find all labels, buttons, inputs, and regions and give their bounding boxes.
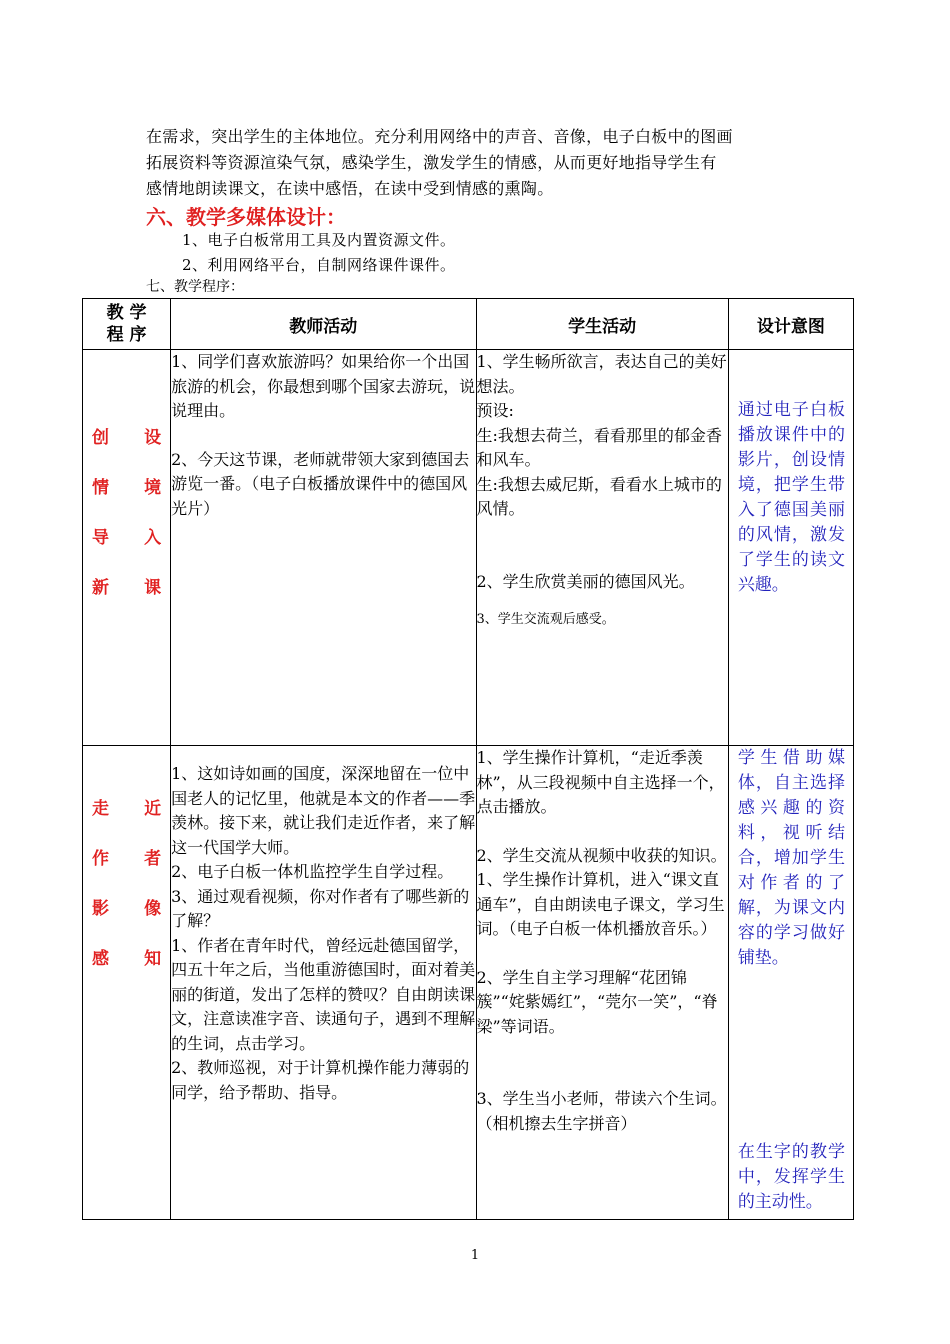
- multimedia-item: 2、利用网络平台，自制网络课件课件。: [182, 256, 456, 274]
- multimedia-list: [182, 228, 456, 278]
- intent-cell: [728, 350, 853, 746]
- student-paragraph: 2、学生自主学习理解“花团锦簇”“姹紫嫣红”，“莞尔一笑”，“脊梁”等词语。: [476, 967, 718, 1036]
- header-student: 学生活动: [476, 299, 728, 350]
- intent-cell: [728, 746, 853, 1220]
- table-header-row: [83, 299, 854, 350]
- stage-char: 知: [144, 948, 162, 969]
- stage-char: 感: [92, 948, 109, 969]
- student-paragraph: 1、学生畅所欲言，表达自己的美好想法。: [476, 352, 727, 396]
- header-teacher: 教师活动: [171, 299, 476, 350]
- header-stage-line2: 程 序: [106, 325, 147, 345]
- section6-heading: 六、教学多媒体设计：: [146, 205, 346, 229]
- intent-text: 通过电子白板播放课件中的影片，创设情境，把学生带入了德国美丽的风情，激发了学生的读文兴趣。: [737, 400, 845, 595]
- stage-char: 新: [92, 577, 109, 598]
- multimedia-item: 1、电子白板常用工具及内置资源文件。: [182, 231, 456, 249]
- teacher-paragraph: 3、通过观看视频，你对作者有了哪些新的了解？: [171, 886, 470, 930]
- teacher-activity-cell: [171, 746, 476, 1220]
- table-row: [83, 350, 854, 746]
- teacher-paragraph: 2、今天这节课，老师就带领大家到德国去游览一番。（电子白板播放课件中的德国风光片）: [171, 449, 470, 518]
- stage-char: 境: [144, 477, 162, 498]
- stage-char: 近: [144, 798, 162, 819]
- student-paragraph: 3、学生交流观后感受。: [476, 612, 615, 627]
- teacher-paragraph: 1、这如诗如画的国度，深深地留在一位中国老人的记忆里，他就是本文的作者——季羡林。接下来，就让我们走近作者，来了解这一代国学大师。: [171, 764, 476, 857]
- intro-line: 在需求，突出学生的主体地位。充分利用网络中的声音、音像，电子白板中的图画: [146, 127, 733, 146]
- stage-char: 导: [92, 527, 109, 548]
- table-row: [83, 746, 854, 1220]
- header-stage: [83, 299, 171, 350]
- stage-char: 影: [92, 898, 109, 919]
- intent-text: 学生借助媒体，自主选择感兴趣的资料，视听结合，增加学生对作者的了解，为课文内容的学习做好铺垫。: [737, 748, 845, 968]
- student-paragraph: 2、学生欣赏美丽的德国风光。: [476, 571, 695, 591]
- teacher-paragraph: 1、同学们喜欢旅游吗？如果给你一个出国旅游的机会，你最想到哪个国家去游玩，说说理由。: [171, 352, 476, 420]
- stage-char: 作: [92, 848, 109, 869]
- intent-text: 在生字的教学中，发挥学生的主动性。: [737, 1142, 845, 1212]
- stage-cell: [83, 746, 171, 1220]
- header-intent: 设计意图: [728, 299, 853, 350]
- stage-char: 者: [144, 848, 162, 869]
- stage-char: 设: [144, 427, 162, 448]
- student-paragraph: 预设:: [476, 401, 514, 420]
- teacher-paragraph: 2、电子白板一体机监控学生自学过程。: [171, 862, 454, 881]
- stage-char: 创: [92, 427, 109, 448]
- teacher-paragraph: 2、教师巡视，对于计算机操作能力薄弱的同学，给予帮助、指导。: [171, 1058, 470, 1102]
- header-stage-line1: 教 学: [106, 303, 147, 323]
- student-paragraph: 1、学生操作计算机，“走近季羡林”，从三段视频中自主选择一个，点击播放。: [476, 748, 725, 816]
- student-paragraph: 生:我想去荷兰，看看那里的郁金香和风车。: [476, 425, 722, 469]
- teaching-procedure-table: [82, 298, 854, 1220]
- student-paragraph: 3、学生当小老师，带读六个生词。（相机擦去生字拼音）: [476, 1089, 727, 1133]
- student-paragraph: 1、学生操作计算机，进入“课文直通车”，自由朗读电子课文，学习生词。（电子白板一体机播放音乐。）: [476, 870, 725, 938]
- stage-char: 入: [144, 527, 162, 548]
- student-paragraph: 生:我想去威尼斯，看看水上城市的风情。: [476, 474, 722, 518]
- teacher-activity-cell: [171, 350, 476, 746]
- stage-cell: [83, 350, 171, 746]
- intro-line: 感情地朗读课文，在读中感悟，在读中受到情感的熏陶。: [146, 179, 554, 198]
- teacher-paragraph: 1、作者在青年时代，曾经远赴德国留学，四五十年之后，当他重游德国时，面对着美丽的街道，发出了怎样的赞叹？自由朗读课文，注意读准字音、读通句子，遇到不理解的生词，点击学习。: [171, 935, 476, 1053]
- student-paragraph: 2、学生交流从视频中收获的知识。: [476, 845, 727, 865]
- student-activity-cell: [476, 350, 728, 746]
- intro-line: 拓展资料等资源渲染气氛，感染学生，激发学生的情感，从而更好地指导学生有: [146, 153, 717, 172]
- stage-char: 情: [92, 477, 109, 498]
- stage-char: 课: [144, 577, 162, 598]
- student-activity-cell: [476, 746, 728, 1220]
- section7-heading: 七、教学程序：: [146, 279, 244, 295]
- stage-char: 走: [92, 798, 109, 819]
- page-number: 1: [470, 1248, 480, 1263]
- stage-char: 像: [144, 898, 162, 919]
- intro-paragraph: [146, 124, 826, 202]
